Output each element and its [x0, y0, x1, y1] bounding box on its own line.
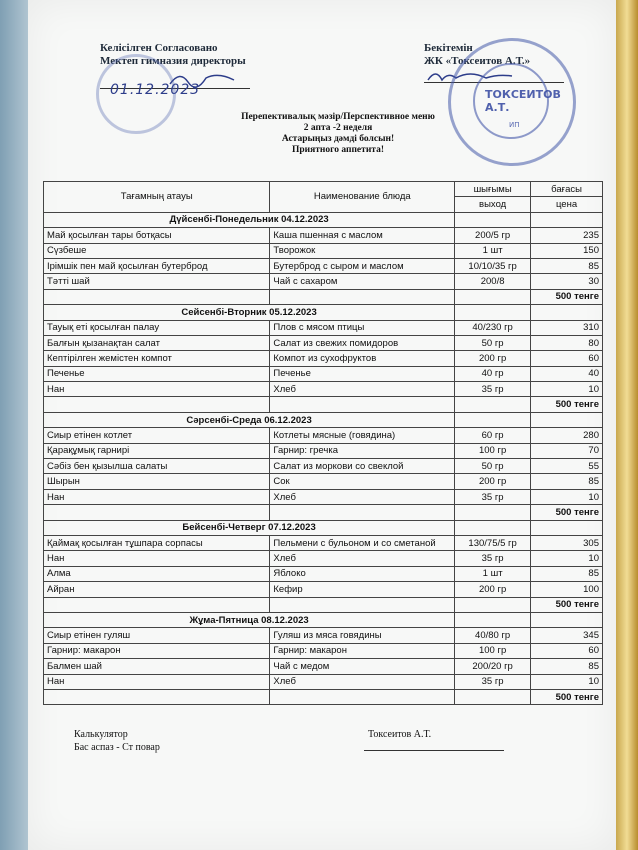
approval-left-line1: Келісілген Согласовано: [100, 42, 218, 54]
day-row: [44, 412, 603, 427]
title-line4: Приятного аппетита!: [291, 145, 384, 155]
dish-name-kz: Сүзбеше: [44, 243, 270, 258]
dish-name-kz: Айран: [44, 582, 270, 597]
menu-table-body: [44, 212, 603, 705]
dish-name-ru: Котлеты мясные (говядина): [270, 428, 455, 443]
table-row: [44, 674, 603, 689]
title-line2: 2 апта -2 неделя: [303, 123, 373, 133]
empty-cell: [44, 689, 270, 704]
approval-left-line2: Мектеп гимназия директоры: [100, 55, 246, 67]
dish-name-kz: Сәбіз бен қызылша салаты: [44, 459, 270, 474]
dish-name-kz: Нан: [44, 489, 270, 504]
table-row: [44, 459, 603, 474]
dish-price: 10: [531, 674, 603, 689]
empty-cell: [270, 397, 455, 412]
table-row: [44, 335, 603, 350]
empty-cell: [455, 505, 531, 520]
day-name: Жұма-Пятница 08.12.2023: [44, 612, 455, 627]
dish-name-ru: Гарнир: гречка: [270, 443, 455, 458]
dish-output: 200 гр: [455, 582, 531, 597]
day-name: Бейсенбі-Четверг 07.12.2023: [44, 520, 455, 535]
table-header-row: [44, 182, 603, 197]
header-price-top: бағасы: [531, 182, 603, 197]
day-row: [44, 212, 603, 227]
day-total-row: [44, 289, 603, 304]
dish-name-ru: Каша пшенная с маслом: [270, 228, 455, 243]
empty-cell: [270, 689, 455, 704]
dish-name-kz: Балғын қызанақтан салат: [44, 335, 270, 350]
dish-name-ru: Хлеб: [270, 382, 455, 397]
dish-output: 35 гр: [455, 382, 531, 397]
day-row: [44, 612, 603, 627]
dish-name-ru: Кефир: [270, 582, 455, 597]
table-row: [44, 228, 603, 243]
empty-cell: [455, 212, 531, 227]
title-line1: Перепективалық мәзір/Перспективное меню: [241, 112, 435, 122]
dish-price: 80: [531, 335, 603, 350]
dish-name-kz: Печенье: [44, 366, 270, 381]
dish-output: 35 гр: [455, 551, 531, 566]
empty-cell: [455, 597, 531, 612]
dish-price: 85: [531, 566, 603, 581]
header-kz: Тағамның атауы: [44, 182, 270, 213]
dish-name-kz: Алма: [44, 566, 270, 581]
empty-cell: [455, 612, 531, 627]
dish-output: 100 гр: [455, 443, 531, 458]
dish-name-kz: Нан: [44, 382, 270, 397]
empty-cell: [44, 597, 270, 612]
dish-price: 305: [531, 535, 603, 550]
dish-output: 1 шт: [455, 243, 531, 258]
table-row: [44, 659, 603, 674]
dish-output: 50 гр: [455, 335, 531, 350]
menu-table: [43, 181, 603, 705]
dish-price: 85: [531, 258, 603, 273]
table-row: [44, 258, 603, 273]
dish-name-ru: Чай с медом: [270, 659, 455, 674]
dish-price: 345: [531, 628, 603, 643]
empty-cell: [531, 520, 603, 535]
dish-name-ru: Компот из сухофруктов: [270, 351, 455, 366]
dish-price: 55: [531, 459, 603, 474]
dish-name-kz: Қарақұмық гарнирі: [44, 443, 270, 458]
empty-cell: [531, 305, 603, 320]
day-total-row: [44, 689, 603, 704]
dish-name-ru: Пельмени с бульоном и со сметаной: [270, 535, 455, 550]
table-row: [44, 474, 603, 489]
empty-cell: [455, 397, 531, 412]
dish-name-kz: Сиыр етінен котлет: [44, 428, 270, 443]
day-name: Сәрсенбі-Среда 06.12.2023: [44, 412, 455, 427]
dish-name-ru: Печенье: [270, 366, 455, 381]
dish-name-ru: Гуляш из мяса говядины: [270, 628, 455, 643]
dish-name-ru: Гарнир: макарон: [270, 643, 455, 658]
dish-price: 60: [531, 351, 603, 366]
dish-output: 60 гр: [455, 428, 531, 443]
table-row: [44, 443, 603, 458]
dish-name-ru: Салат из моркови со свеклой: [270, 459, 455, 474]
dish-price: 10: [531, 382, 603, 397]
day-total: 500 тенге: [531, 505, 603, 520]
header-price-bottom: цена: [531, 197, 603, 212]
dish-name-ru: Хлеб: [270, 674, 455, 689]
empty-cell: [531, 412, 603, 427]
dish-name-ru: Плов с мясом птицы: [270, 320, 455, 335]
dish-output: 200 гр: [455, 474, 531, 489]
empty-cell: [44, 505, 270, 520]
dish-price: 85: [531, 659, 603, 674]
dish-name-kz: Кептірілген жемістен компот: [44, 351, 270, 366]
table-row: [44, 535, 603, 550]
table-row: [44, 628, 603, 643]
dish-price: 280: [531, 428, 603, 443]
menu-document: [28, 0, 616, 850]
header-out-bottom: выход: [455, 197, 531, 212]
empty-cell: [455, 289, 531, 304]
dish-output: 200/8: [455, 274, 531, 289]
day-row: [44, 305, 603, 320]
background-wall-left: [0, 0, 30, 850]
dish-output: 35 гр: [455, 489, 531, 504]
footer-chef: Бас аспаз - Ст повар: [74, 742, 160, 753]
dish-name-kz: Балмен шай: [44, 659, 270, 674]
footer-owner: Токсеитов А.Т.: [368, 729, 432, 740]
empty-cell: [44, 397, 270, 412]
day-total-row: [44, 597, 603, 612]
dish-price: 70: [531, 443, 603, 458]
approval-right-line1: Бекітемін: [424, 42, 473, 54]
table-row: [44, 428, 603, 443]
header-ru: Наименование блюда: [270, 182, 455, 213]
dish-output: 100 гр: [455, 643, 531, 658]
dish-output: 200 гр: [455, 351, 531, 366]
dish-name-kz: Нан: [44, 551, 270, 566]
footer-signature-line: [364, 750, 504, 751]
day-total-row: [44, 505, 603, 520]
footer-right: [368, 728, 431, 741]
dish-output: 40/80 гр: [455, 628, 531, 643]
day-name: Дүйсенбі-Понедельник 04.12.2023: [44, 212, 455, 227]
day-row: [44, 520, 603, 535]
dish-output: 10/10/35 гр: [455, 258, 531, 273]
dish-output: 130/75/5 гр: [455, 535, 531, 550]
day-total: 500 тенге: [531, 397, 603, 412]
empty-cell: [531, 212, 603, 227]
dish-price: 150: [531, 243, 603, 258]
title-line3: Астарыңыз дәмді болсын!: [281, 134, 395, 144]
approval-right-line2: ЖК «Токсеитов А.Т.»: [424, 55, 531, 67]
dish-price: 10: [531, 551, 603, 566]
header-out-top: шығымы: [455, 182, 531, 197]
empty-cell: [455, 689, 531, 704]
empty-cell: [270, 505, 455, 520]
table-row: [44, 489, 603, 504]
table-row: [44, 274, 603, 289]
table-row: [44, 551, 603, 566]
approval-date: 01.12.2023: [110, 82, 201, 98]
dish-name-ru: Хлеб: [270, 551, 455, 566]
dish-price: 30: [531, 274, 603, 289]
empty-cell: [270, 289, 455, 304]
table-row: [44, 582, 603, 597]
table-row: [44, 366, 603, 381]
dish-name-kz: Май қосылған тары ботқасы: [44, 228, 270, 243]
table-row: [44, 566, 603, 581]
table-row: [44, 351, 603, 366]
day-total-row: [44, 397, 603, 412]
dish-price: 85: [531, 474, 603, 489]
dish-output: 200/20 гр: [455, 659, 531, 674]
table-row: [44, 382, 603, 397]
dish-output: 40 гр: [455, 366, 531, 381]
empty-cell: [455, 305, 531, 320]
stamp-name: ТОКСЕИТОВ А.Т.: [485, 88, 561, 114]
table-row: [44, 243, 603, 258]
gold-frame-edge: [616, 0, 638, 850]
dish-name-kz: Нан: [44, 674, 270, 689]
dish-output: 40/230 гр: [455, 320, 531, 335]
table-row: [44, 320, 603, 335]
dish-price: 60: [531, 643, 603, 658]
dish-name-kz: Гарнир: макарон: [44, 643, 270, 658]
dish-price: 235: [531, 228, 603, 243]
dish-name-kz: Шырын: [44, 474, 270, 489]
dish-name-kz: Тауық еті қосылған палау: [44, 320, 270, 335]
dish-name-kz: Қаймақ қосылған тұшпара сорпасы: [44, 535, 270, 550]
dish-output: 35 гр: [455, 674, 531, 689]
day-total: 500 тенге: [531, 689, 603, 704]
empty-cell: [455, 412, 531, 427]
empty-cell: [455, 520, 531, 535]
dish-name-kz: Тәтті шай: [44, 274, 270, 289]
footer-left: [74, 728, 160, 754]
dish-output: 200/5 гр: [455, 228, 531, 243]
dish-output: 1 шт: [455, 566, 531, 581]
dish-name-kz: Сиыр етінен гуляш: [44, 628, 270, 643]
dish-price: 310: [531, 320, 603, 335]
dish-name-ru: Сок: [270, 474, 455, 489]
dish-name-ru: Салат из свежих помидоров: [270, 335, 455, 350]
empty-cell: [531, 612, 603, 627]
dish-price: 10: [531, 489, 603, 504]
stamp-sub: ИП: [509, 121, 520, 129]
dish-price: 100: [531, 582, 603, 597]
footer-calculator: Калькулятор: [74, 729, 128, 740]
dish-name-kz: Ірімшік пен май қосылған бутерброд: [44, 258, 270, 273]
dish-name-ru: Творожок: [270, 243, 455, 258]
empty-cell: [44, 289, 270, 304]
dish-name-ru: Яблоко: [270, 566, 455, 581]
day-total: 500 тенге: [531, 289, 603, 304]
dish-name-ru: Чай с сахаром: [270, 274, 455, 289]
day-total: 500 тенге: [531, 597, 603, 612]
dish-name-ru: Бутерброд с сыром и маслом: [270, 258, 455, 273]
dish-name-ru: Хлеб: [270, 489, 455, 504]
school-stamp: [96, 54, 176, 134]
table-row: [44, 643, 603, 658]
day-name: Сейсенбі-Вторник 05.12.2023: [44, 305, 455, 320]
empty-cell: [270, 597, 455, 612]
dish-price: 40: [531, 366, 603, 381]
menu-title: [178, 112, 498, 156]
dish-output: 50 гр: [455, 459, 531, 474]
